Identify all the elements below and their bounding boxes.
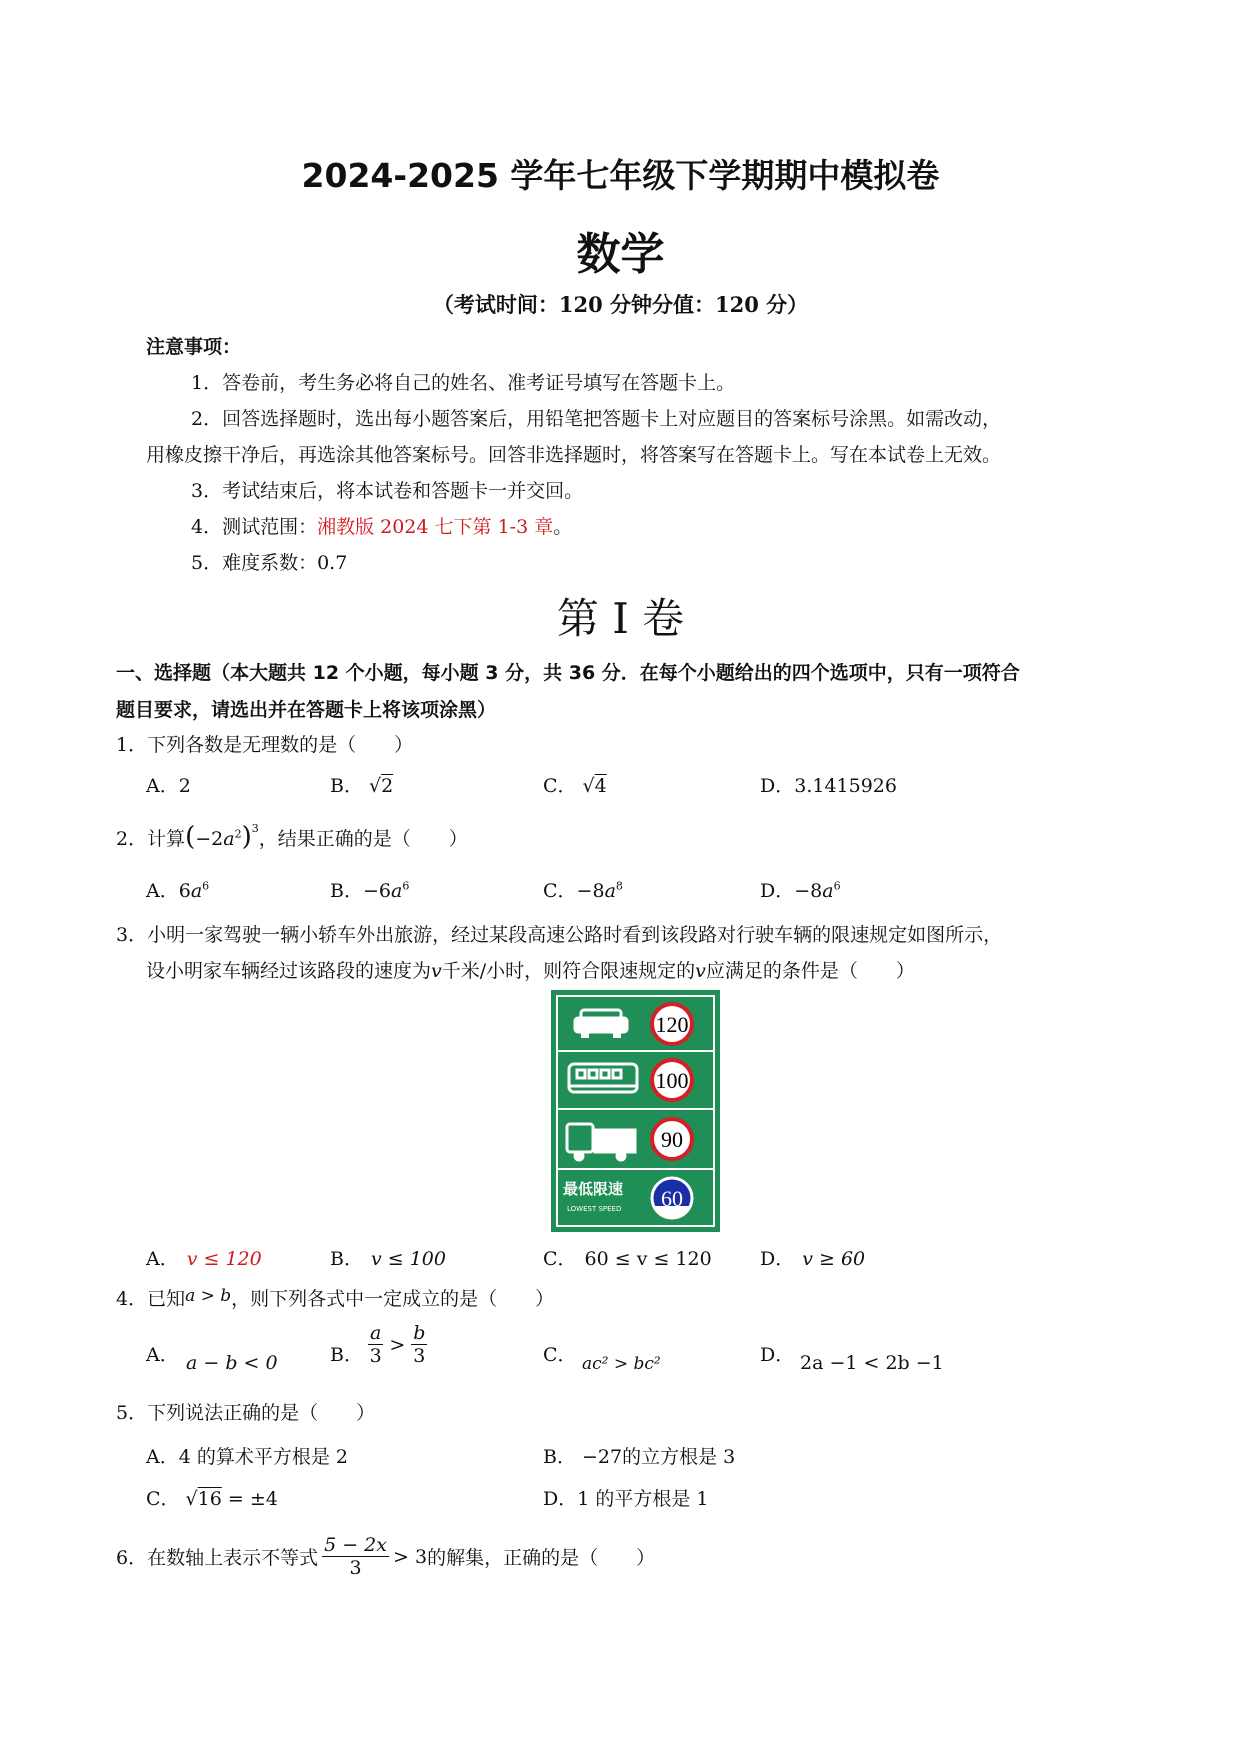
q1-option-b: B． √2 xyxy=(330,775,394,797)
q3-line1: 3．小明一家驾驶一辆小轿车外出旅游，经过某段高速公路时看到该段路对行驶车辆的限速规定如图所示， xyxy=(116,924,1003,946)
speed-limit-sign xyxy=(551,990,720,1232)
q4-option-a-label: A． xyxy=(146,1344,179,1366)
q2-option-a: A．$6a^6$ xyxy=(146,879,210,902)
notes-heading: 注意事项： xyxy=(146,336,242,358)
q4-stem: 4．已知a > b，则下列各式中一定成立的是（ ） xyxy=(116,1286,555,1310)
min-speed-value: 60 xyxy=(661,1186,683,1211)
subject-title: 数学 xyxy=(576,229,665,280)
note-4-suffix: 。 xyxy=(553,516,573,538)
q2-option-c: C．$-8a^8$ xyxy=(543,879,623,902)
q1-option-d: D．3.1415926 xyxy=(760,775,897,797)
limit-car-value: 120 xyxy=(655,1012,689,1037)
q3-option-d: D． v ≥ 60 xyxy=(760,1248,866,1270)
q4-option-b-label: B． xyxy=(330,1344,363,1366)
q1-c-radicand: 4 xyxy=(594,775,607,797)
exam-meta: （考试时间：120 分钟分值：120 分） xyxy=(432,292,809,317)
speed-limit-sign-graphic xyxy=(551,990,720,1232)
q4-option-d: 2a −1 < 2b −1 xyxy=(800,1352,944,1374)
q3-option-c: C． 60 ≤ v ≤ 120 xyxy=(543,1248,712,1270)
limit-truck-value: 90 xyxy=(661,1127,683,1152)
section-1-line1: 一、选择题（本大题共 12 个小题，每小题 3 分，共 36 分．在每个小题给出的四个选项中，只有一项符合 xyxy=(116,662,1020,684)
q2-stem: 2．计算$(-2a^2)^3$，结果正确的是（ ） xyxy=(116,821,468,852)
note-5: 5．难度系数：0.7 xyxy=(191,552,348,574)
q4-option-d-label: D． xyxy=(760,1344,795,1366)
q5-stem: 5．下列说法正确的是（ ） xyxy=(116,1402,376,1424)
q3-option-a: A． v ≤ 120 xyxy=(146,1248,262,1270)
q6-fraction: 5 − 2x 3 xyxy=(324,1534,387,1579)
min-speed-label-cn: 最低限速 xyxy=(563,1180,624,1198)
q2-option-d: D．$-8a^6$ xyxy=(760,879,841,902)
note-4-range: 湘教版 2024 七下第 1-3 章 xyxy=(317,516,554,538)
q5-option-a: A．4 的算术平方根是 2 xyxy=(146,1446,348,1468)
note-3: 3．考试结束后，将本试卷和答题卡一并交回。 xyxy=(191,480,584,502)
section-1-line2: 题目要求，请选出并在答题卡上将该项涂黑） xyxy=(116,699,497,721)
q3-option-b: B． v ≤ 100 xyxy=(330,1248,446,1270)
limit-bus-value: 100 xyxy=(655,1068,689,1093)
note-2a: 2．回答选择题时，选出每小题答案后，用铅笔把答题卡上对应题目的答案标号涂黑。如需改动， xyxy=(191,408,1002,430)
q3-line2: 设小明家车辆经过该路段的速度为v千米/小时，则符合限速规定的v应满足的条件是（ ） xyxy=(146,960,915,982)
q1-option-a: A．2 xyxy=(146,775,191,797)
q1-option-c: C． √4 xyxy=(543,775,607,797)
q4-option-c-label: C． xyxy=(543,1344,577,1366)
min-speed-label-en: LOWEST SPEED xyxy=(567,1205,622,1213)
exam-title: 2024-2025 学年七年级下学期期中模拟卷 xyxy=(301,156,940,195)
q5-option-c: C． √16 = ±4 xyxy=(146,1488,278,1510)
q2-option-b: B．$-6a^6$ xyxy=(330,879,410,902)
note-1: 1．答卷前，考生务必将自己的姓名、准考证号填写在答题卡上。 xyxy=(191,372,736,394)
q5-option-d: D．1 的平方根是 1 xyxy=(543,1488,709,1510)
q4-option-a: a − b < 0 xyxy=(186,1352,278,1374)
q1-b-radicand: 2 xyxy=(381,775,394,797)
note-4 xyxy=(191,512,572,539)
q4-option-b: a 3 > b 3 xyxy=(369,1322,426,1367)
note-2b: 用橡皮擦干净后，再选涂其他答案标号。回答非选择题时，将答案写在答题卡上。写在本试卷上无效。 xyxy=(146,444,1002,466)
q4-option-c: ac² > bc² xyxy=(582,1354,661,1374)
q6-stem: 6．在数轴上表示不等式 5 − 2x 3 > 3 的解集，正确的是（ ） xyxy=(116,1534,656,1579)
volume-title: 第 I 卷 xyxy=(556,594,685,643)
q5-option-b: B． −27的立方根是 3 xyxy=(543,1446,736,1468)
q1-stem: 1．下列各数是无理数的是（ ） xyxy=(116,734,414,756)
note-4-prefix: 4．测试范围： xyxy=(191,516,318,538)
